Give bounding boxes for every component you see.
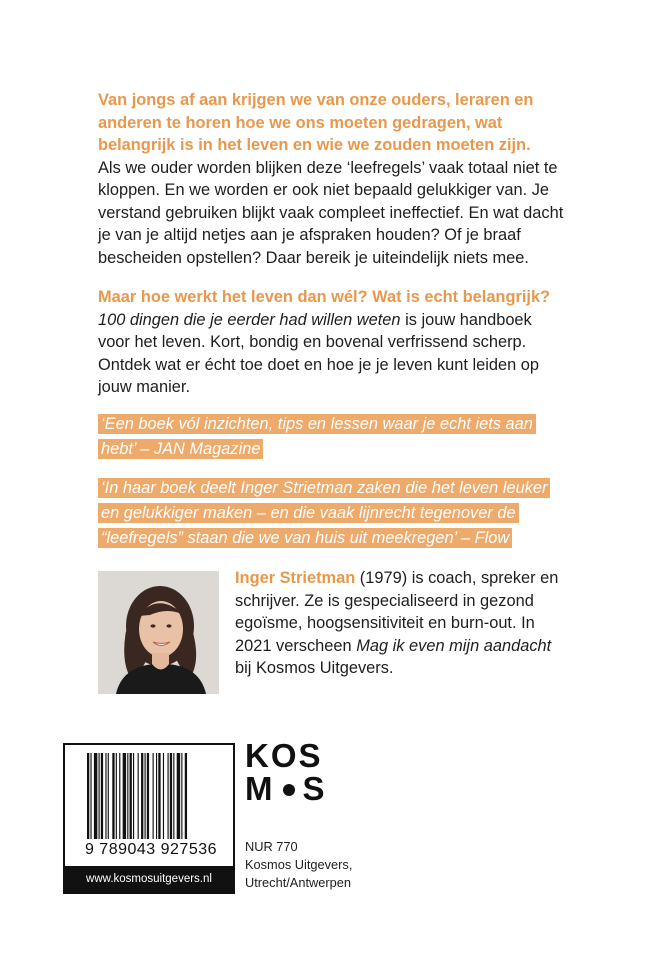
barcode-bar xyxy=(105,753,106,839)
barcode-bar xyxy=(127,753,128,839)
summary-body xyxy=(98,309,568,399)
barcode-bar xyxy=(90,753,91,839)
author-bio-text-end: bij Kosmos Uitgevers. xyxy=(235,659,394,677)
review-quote-source: JAN Magazine xyxy=(153,440,261,458)
barcode-bar xyxy=(158,753,160,839)
review-quote-highlight xyxy=(98,414,536,459)
barcode-bar xyxy=(99,753,100,839)
summary-section xyxy=(98,286,568,399)
barcode-bar xyxy=(130,753,132,839)
barcode-bar xyxy=(108,753,109,839)
barcode-bar xyxy=(156,753,157,839)
review-quote-highlight xyxy=(98,478,550,548)
author-book-title: Mag ik even mijn aandacht xyxy=(356,636,552,655)
barcode-bar xyxy=(185,753,187,839)
barcode-bar xyxy=(147,753,149,839)
nur-code: NUR 770 xyxy=(245,839,298,854)
logo-row-1: KOS xyxy=(245,737,323,774)
barcode-bar xyxy=(87,753,89,839)
publisher-url[interactable]: www.kosmosuitgevers.nl xyxy=(65,866,233,892)
barcode-bar xyxy=(170,753,172,839)
intro-section xyxy=(98,89,568,269)
barcode-bar xyxy=(177,753,180,839)
barcode-bar xyxy=(116,753,117,839)
review-quote-text: ‘Een boek vól inzichten, tips en lessen waar je echt iets aan hebt’ – xyxy=(101,415,533,458)
dot-icon xyxy=(276,778,302,802)
intro-body: Als we ouder worden blijken deze ‘leefregels’ vaak totaal niet te kloppen. En we worden er ook niet bepaald gelukkiger van. Je verstand gebruiken blijkt vaak compleet ineffectief. En wat dacht je van je altijd netjes aan je afspraken houden? Of je braaf bescheiden opstellen? Daar bereik je uiteindelijk niets mee. xyxy=(98,158,564,267)
barcode-digits: 9 789043 927536 xyxy=(84,841,218,858)
barcode-bar xyxy=(101,753,103,839)
barcode-bar xyxy=(153,753,154,839)
barcode-bar xyxy=(141,753,143,839)
logo-letter-s: S xyxy=(302,770,327,807)
book-title: 100 dingen die je eerder had willen weten xyxy=(98,310,401,329)
barcode-bar xyxy=(112,753,114,839)
barcode-bars xyxy=(87,753,215,839)
barcode-bar xyxy=(163,753,164,839)
barcode-bar xyxy=(181,753,182,839)
review-quote xyxy=(98,412,570,462)
review-quote xyxy=(98,476,570,551)
barcode-bar xyxy=(173,753,174,839)
author-bio xyxy=(235,567,565,680)
logo-row-2 xyxy=(245,772,345,805)
barcode-bar xyxy=(133,753,134,839)
publisher-logo xyxy=(245,739,345,809)
barcode-bar xyxy=(119,753,120,839)
author-name: Inger Strietman xyxy=(235,569,356,587)
barcode-bar xyxy=(123,753,126,839)
barcode xyxy=(63,743,235,894)
review-quote-text: ‘In haar boek deelt Inger Strietman zaken die het leven leuker en gelukkiger maken – en die vaak lijnrecht tegenover de “leefregels” staan die we van huis uit meekregen’ – xyxy=(101,479,548,547)
summary-lead: Maar hoe werkt het leven dan wél? Wat is echt belangrijk? xyxy=(98,288,551,306)
barcode-bar xyxy=(138,753,139,839)
intro-lead: Van jongs af aan krijgen we van onze ouders, leraren en anderen te horen hoe we ons moeten gedragen, wat belangrijk is in het leven en wie we zouden moeten zijn. xyxy=(98,91,534,154)
barcode-bar xyxy=(168,753,169,839)
summary-body-text: is jouw handboek voor het leven. Kort, bondig en bovenal verfrissend scherp. Ontdek wat er écht toe doet en hoe je je leven kunt leiden op jouw manier. xyxy=(98,310,540,396)
author-portrait-image xyxy=(98,571,219,694)
author-bio-text: (1979) is coach, spreker en schrijver. Ze is gespecialiseerd in gezond egoïsme, hoogsensitiviteit en burn-out. In 2021 verscheen xyxy=(235,569,559,655)
barcode-bar xyxy=(145,753,146,839)
author-photo xyxy=(98,571,219,694)
publisher-info xyxy=(245,838,352,892)
review-quote-source: Flow xyxy=(474,529,510,547)
logo-letter-m: M xyxy=(245,770,275,807)
publisher-location: Utrecht/Antwerpen xyxy=(245,875,351,890)
publisher-name: Kosmos Uitgevers, xyxy=(245,857,353,872)
barcode-bar xyxy=(94,753,97,839)
